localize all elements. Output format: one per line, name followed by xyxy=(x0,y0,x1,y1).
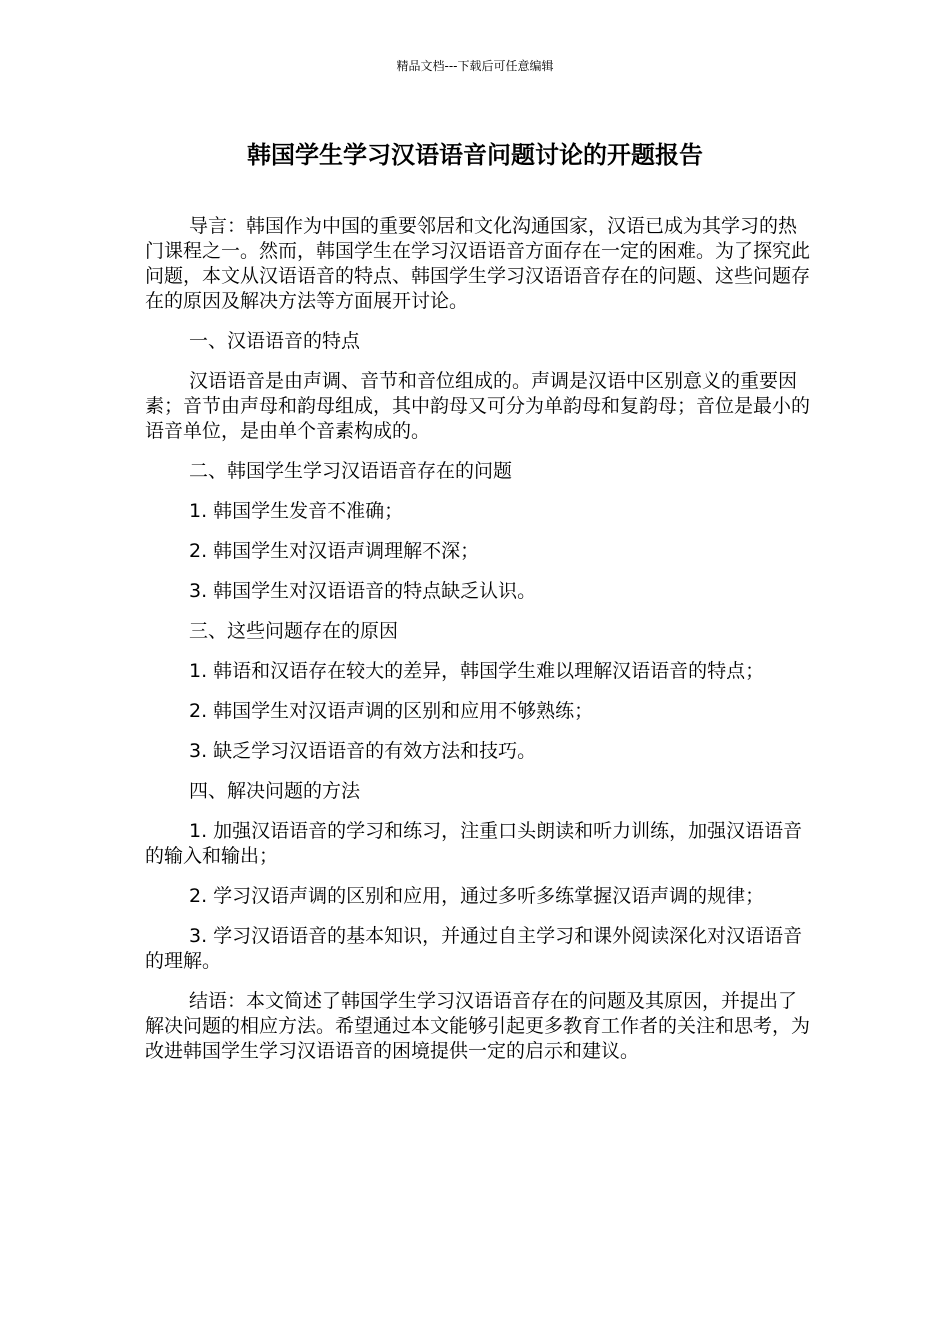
list-item: 2. 韩国学生对汉语声调的区别和应用不够熟练； xyxy=(189,700,594,722)
list-item: 1. 韩国学生发音不准确； xyxy=(189,500,404,522)
list-item: 3. 缺乏学习汉语语音的有效方法和技巧。 xyxy=(189,740,537,762)
list-item: 3. 韩国学生对汉语语音的特点缺乏认识。 xyxy=(189,580,537,602)
paragraph-conclusion: 结语：本文简述了韩国学生学习汉语语音存在的问题及其原因，并提出了解决问题的相应方法。希望通过本文能够引起更多教育工作者的关注和思考，为改进韩国学生学习汉语语音的困境提供一定的启示和建议。 xyxy=(145,990,811,1062)
list-item: 1. 加强汉语语音的学习和练习，注重口头朗读和听力训练，加强汉语语音的输入和输出； xyxy=(145,820,803,867)
section-heading-1: 一、汉语语音的特点 xyxy=(189,330,361,352)
paragraph-introduction: 导言：韩国作为中国的重要邻居和文化沟通国家，汉语已成为其学习的热门课程之一。然而，韩国学生在学习汉语语音方面存在一定的困难。为了探究此问题，本文从汉语语音的特点、韩国学生学习汉语语音存在的问题、这些问题存在的原因及解决方法等方面展开讨论。 xyxy=(145,215,811,312)
section-heading-2: 二、韩国学生学习汉语语音存在的问题 xyxy=(189,460,513,482)
header-note: 精品文档---下载后可任意编辑 xyxy=(396,59,554,73)
section-heading-4: 四、解决问题的方法 xyxy=(189,780,361,802)
document-body xyxy=(145,214,810,1079)
document-title: 韩国学生学习汉语语音问题讨论的开题报告 xyxy=(247,141,703,169)
section-heading-3: 三、这些问题存在的原因 xyxy=(189,620,399,642)
list-item: 2. 学习汉语声调的区别和应用，通过多听多练掌握汉语声调的规律； xyxy=(189,885,765,907)
list-item: 2. 韩国学生对汉语声调理解不深； xyxy=(189,540,480,562)
paragraph-features: 汉语语音是由声调、音节和音位组成的。声调是汉语中区别意义的重要因素；音节由声母和韵母组成，其中韵母又可分为单韵母和复韵母；音位是最小的语音单位，是由单个音素构成的。 xyxy=(145,370,811,442)
list-item: 3. 学习汉语语音的基本知识，并通过自主学习和课外阅读深化对汉语语音的理解。 xyxy=(145,925,803,972)
list-item: 1. 韩语和汉语存在较大的差异，韩国学生难以理解汉语语音的特点； xyxy=(189,660,765,682)
